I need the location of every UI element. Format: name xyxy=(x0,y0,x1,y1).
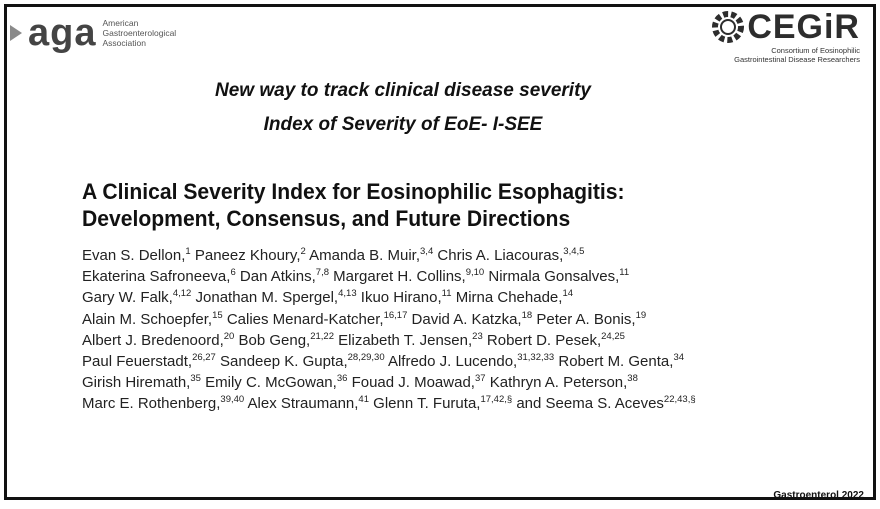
author-name: Chris A. Liacouras, xyxy=(437,247,564,264)
author-name: Bob Geng, xyxy=(238,331,311,349)
author-name: Margaret H. Collins, xyxy=(333,268,466,286)
author-affiliation: 19 xyxy=(635,309,647,321)
author-affiliation: 4,12 xyxy=(172,288,192,300)
aga-arrow-icon xyxy=(10,25,22,41)
author-name: Ikuo Hirano, xyxy=(360,289,442,307)
author-name: Emily C. McGowan, xyxy=(205,374,337,392)
author-name: Glenn T. Furuta, xyxy=(373,395,481,413)
author-affiliation: 1 xyxy=(185,246,191,257)
author-affiliation: 39,40 xyxy=(220,394,245,406)
aga-logo-subtitle: American Gastroenterological Association xyxy=(102,18,177,48)
citation: Gastroenterol 2022 xyxy=(773,490,864,501)
author-affiliation: 24,25 xyxy=(601,330,625,342)
author-affiliation: 4,13 xyxy=(338,288,357,300)
author-name: Robert M. Genta, xyxy=(558,353,674,371)
author-affiliation: 35 xyxy=(190,373,201,385)
author-affiliation: 34 xyxy=(673,352,685,364)
author-name: Fouad J. Moawad, xyxy=(351,374,475,392)
author-name: Gary W. Falk, xyxy=(82,289,173,307)
aga-logo xyxy=(10,14,176,52)
author-affiliation: 17,42,§ xyxy=(480,394,513,406)
aga-logo-word: aga xyxy=(28,12,97,54)
author-affiliation: 23 xyxy=(472,330,483,342)
author-name: Alfredo J. Lucendo, xyxy=(387,353,518,371)
author-name: Robert D. Pesek, xyxy=(486,331,602,349)
author-affiliation: 20 xyxy=(223,330,235,342)
author-name: Sandeep K. Gupta, xyxy=(220,353,348,371)
author-name: and Seema S. Aceves xyxy=(516,395,664,413)
author-affiliation: 2 xyxy=(300,246,306,257)
headline-line-1: New way to track clinical disease severity xyxy=(215,80,591,101)
author-affiliation: 14 xyxy=(562,288,574,300)
author-name: Girish Hiremath, xyxy=(82,374,191,392)
author-affiliation: 7,8 xyxy=(315,267,329,279)
author-affiliation: 3,4,5 xyxy=(563,246,585,257)
author-name: Elizabeth T. Jensen, xyxy=(338,331,473,349)
author-affiliation: 36 xyxy=(336,373,348,385)
author-name: David A. Katzka, xyxy=(411,310,522,328)
cegir-gear-icon xyxy=(709,8,747,46)
author-affiliation: 41 xyxy=(358,394,369,406)
author-name: Ekaterina Safroneeva, xyxy=(82,268,231,286)
author-name: Alain M. Schoepfer, xyxy=(82,310,213,328)
author-name: Amanda B. Muir, xyxy=(309,247,421,264)
author-affiliation: 11 xyxy=(619,267,630,279)
author-name: Jonathan M. Spergel, xyxy=(195,289,339,307)
author-affiliation: 28,29,30 xyxy=(347,352,385,364)
headline-line-2: Index of Severity of EoE- I-SEE xyxy=(263,114,543,135)
author-name: Peter A. Bonis, xyxy=(536,310,636,328)
author-affiliation: 15 xyxy=(212,309,223,321)
author-affiliation: 38 xyxy=(627,373,638,385)
author-affiliation: 22,43,§ xyxy=(663,394,696,406)
author-affiliation: 26,27 xyxy=(192,352,216,364)
author-name: Albert J. Bredenoord, xyxy=(82,331,224,349)
author-affiliation: 37 xyxy=(474,373,486,385)
author-name: Evan S. Dellon, xyxy=(82,247,186,264)
author-affiliation: 9,10 xyxy=(465,267,485,279)
paper-title: A Clinical Severity Index for Eosinophilic Esophagitis: Development, Consensus, and Future Directions xyxy=(82,179,625,231)
author-affiliation: 11 xyxy=(441,288,452,300)
author-name: Marc E. Rothenberg, xyxy=(82,395,221,413)
author-name: Mirna Chehade, xyxy=(455,289,563,307)
author-name: Calies Menard-Katcher, xyxy=(226,310,384,328)
cegir-logo-word: CEGiR xyxy=(747,8,860,46)
cegir-logo xyxy=(709,8,860,64)
author-affiliation: 6 xyxy=(230,267,236,279)
author-affiliation: 18 xyxy=(521,309,533,321)
author-name: Dan Atkins, xyxy=(239,268,316,286)
author-affiliation: 31,32,33 xyxy=(517,352,555,364)
author-list xyxy=(82,245,696,415)
author-name: Alex Straumann, xyxy=(247,395,359,413)
author-name: Nirmala Gonsalves, xyxy=(488,268,620,286)
author-affiliation: 3,4 xyxy=(420,246,434,257)
author-affiliation: 16,17 xyxy=(383,309,408,321)
author-name: Paneez Khoury, xyxy=(194,247,301,264)
cegir-logo-subtitle: Consortium of Eosinophilic Gastrointestinal Disease Researchers xyxy=(734,46,860,64)
author-name: Paul Feuerstadt, xyxy=(82,353,193,371)
author-name: Kathryn A. Peterson, xyxy=(489,374,628,392)
author-affiliation: 21,22 xyxy=(310,330,334,342)
